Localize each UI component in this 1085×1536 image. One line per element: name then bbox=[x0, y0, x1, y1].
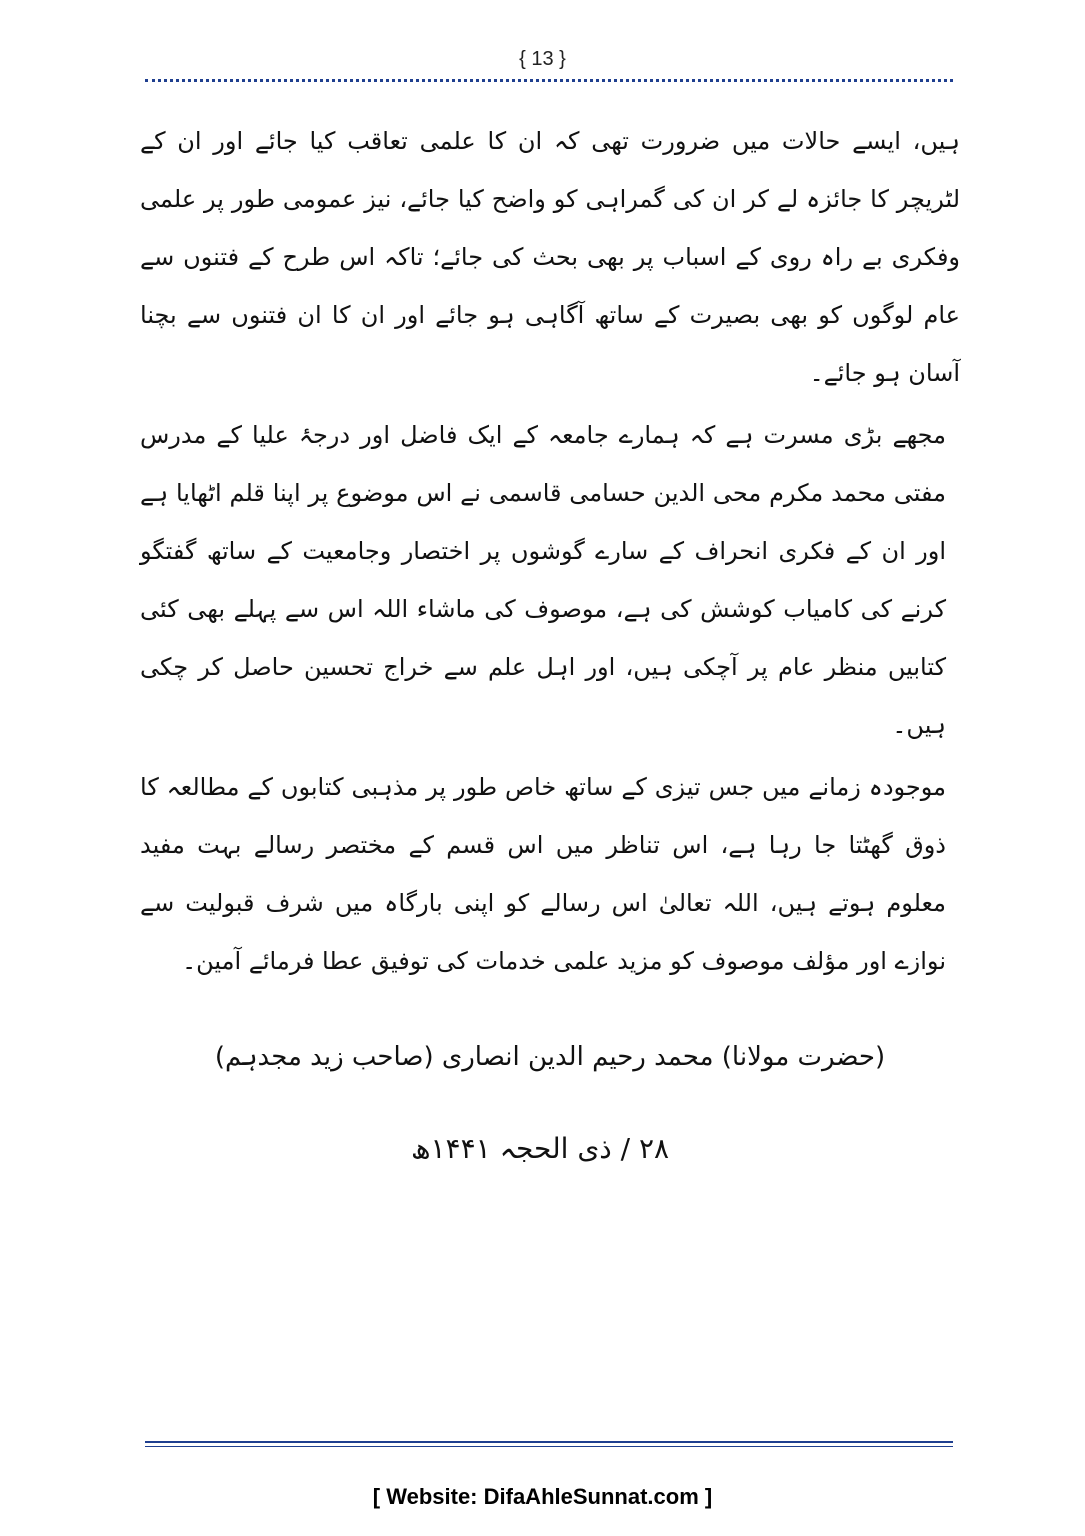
signature-name: (حضرت مولانا) محمد رحیم الدین انصاری (صاحب زید مجدہم) bbox=[214, 1042, 886, 1072]
paragraph-1: ہیں، ایسے حالات میں ضرورت تھی کہ ان کا علمی تعاقب کیا جائے اور ان کے لٹریچر کا جائزہ لے کر ان کی گمراہی کو واضح کیا جائے، نیز عمومی طور پر علمی وفکری بے راہ روی کے اسباب پر بھی بحث کی جائے؛ تاکہ اس طرح کے فتنوں سے عام لوگوں کو بھی بصیرت کے ساتھ آگاہی ہو جائے اور ان کا ان فتنوں سے بچنا آسان ہو جائے۔ bbox=[140, 127, 960, 387]
paragraph-3: موجودہ زمانے میں جس تیزی کے ساتھ خاص طور پر مذہبی کتابوں کے مطالعہ کا ذوق گھٹتا جا رہا ہے، اس تناظر میں اس قسم کے مختصر رسالے بہت مفید معلوم ہوتے ہیں، اللہ تعالیٰ اس رسالے کو اپنی بارگاہ میں شرف قبولیت سے نوازے اور مؤلف موصوف کو مزید علمی خدمات کی توفیق عطا فرمائے آمین۔ bbox=[140, 773, 946, 975]
paragraph-2: مجھے بڑی مسرت ہے کہ ہمارے جامعہ کے ایک فاضل اور درجۂ علیا کے مدرس مفتی محمد مکرم محی الدین حسامی قاسمی نے اس موضوع پر اپنا قلم اٹھایا ہے اور ان کے فکری انحراف کے سارے گوشوں پر اختصار وجامعیت کے ساتھ گفتگو کرنے کی کامیاب کوشش کی ہے، موصوف کی ماشاء اللہ اس سے پہلے بھی کئی کتابیں منظر عام پر آچکی ہیں، اور اہل علم سے خراج تحسین حاصل کر چکی ہیں۔ bbox=[140, 421, 946, 739]
signature-date: ۲۸ / ذی الحجہ ۱۴۴۱ھ bbox=[410, 1132, 670, 1165]
page-number: { 13 } bbox=[519, 48, 566, 70]
body-text bbox=[140, 112, 960, 994]
footer-divider bbox=[145, 1441, 953, 1443]
footer-divider-thin bbox=[145, 1446, 953, 1447]
header-divider bbox=[145, 79, 953, 82]
footer-website: [ Website: DifaAhleSunnat.com ] bbox=[372, 1484, 713, 1509]
